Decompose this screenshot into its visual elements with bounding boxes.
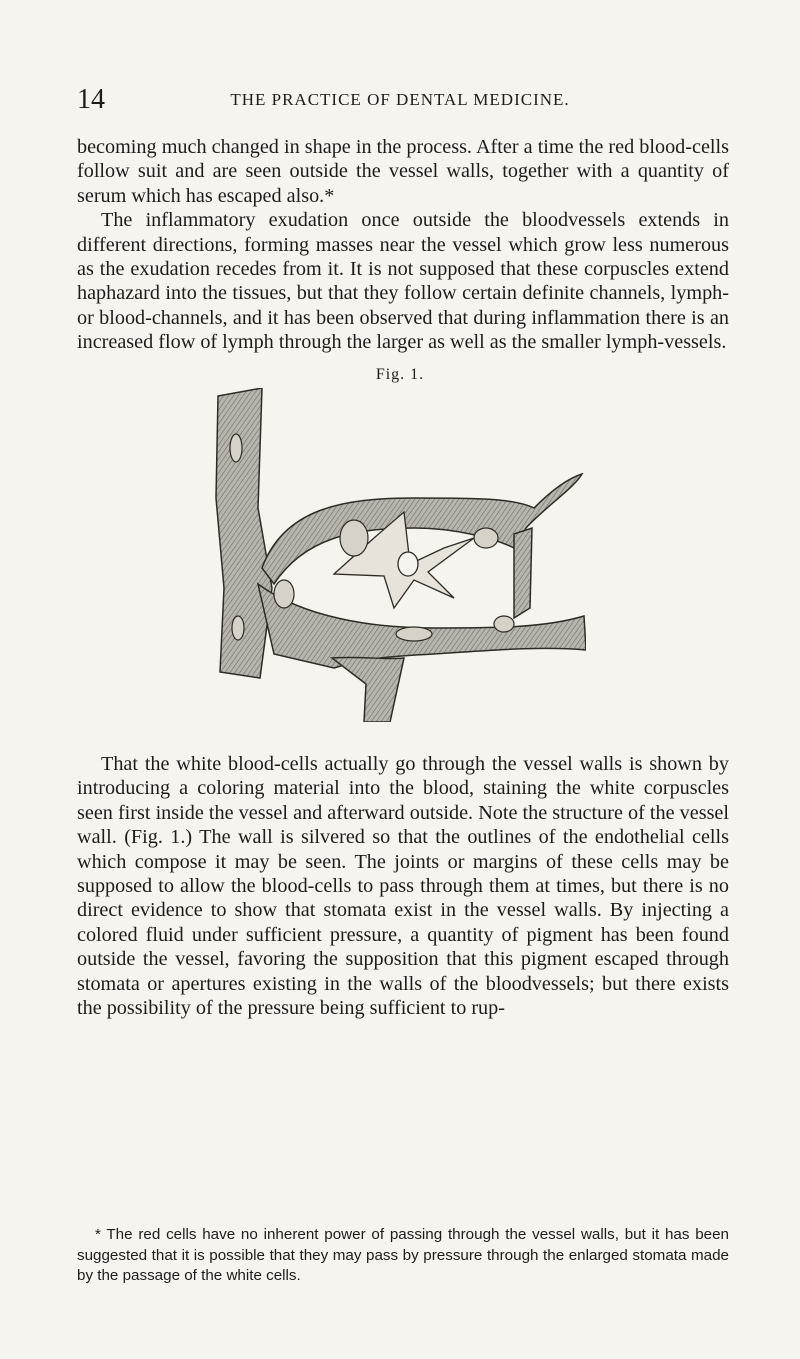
body-text-top bbox=[77, 135, 729, 355]
page-number: 14 bbox=[77, 84, 105, 115]
paragraph-white-blood-cells: That the white blood-cells actually go through the vessel walls is shown by introducing a coloring material into the blood, staining the white corpuscles seen first inside the vessel and afterward outside. Note the structure of the vessel wall. (Fig. 1.) The wall is silvered so that the outlines of the endothelial cells which compose it may be seen. The joints or margins of these cells may be supposed to allow the blood-cells to pass through them at times, but there is no direct evidence to show that stomata exist in the vessel walls. By injecting a colored fluid under sufficient pressure, a quantity of pigment has been found outside the vessel, favoring the supposition that this pigment escaped through stomata or apertures existing in the walls of the bloodvessels; but there exists the possibility of the pressure being sufficient to rup- bbox=[77, 753, 729, 1020]
page-header bbox=[77, 84, 723, 116]
vessel-wall-drawing bbox=[214, 388, 586, 722]
figure-vessel-illustration bbox=[214, 388, 586, 722]
figure-caption: Fig. 1. bbox=[375, 366, 425, 383]
paragraph-inflammatory-exudation: The inflammatory exudation once outside the bloodvessels extends in different directions, forming masses near the vessel which grow less numerous as the exudation recedes from it. It is not supposed that these corpuscles extend haphazard into the tissues, but that they follow certain definite channels, lymph- or blood-channels, and it has been observed that during inflammation there is an increased flow of lymph through the larger as well as the smaller lymph-vessels. bbox=[77, 209, 729, 354]
running-head: THE PRACTICE OF DENTAL MEDICINE. bbox=[230, 90, 570, 109]
paragraph-continuation: becoming much changed in shape in the process. After a time the red blood-cells follow suit and are seen outside the vessel walls, together with a quantity of serum which has escaped also.* bbox=[77, 136, 729, 207]
footnote: * The red cells have no inherent power of passing through the vessel walls, but it has been suggested that it is possible that they may pass by pressure through the enlarged stomata made by the passage of the white cells. bbox=[77, 1226, 729, 1284]
